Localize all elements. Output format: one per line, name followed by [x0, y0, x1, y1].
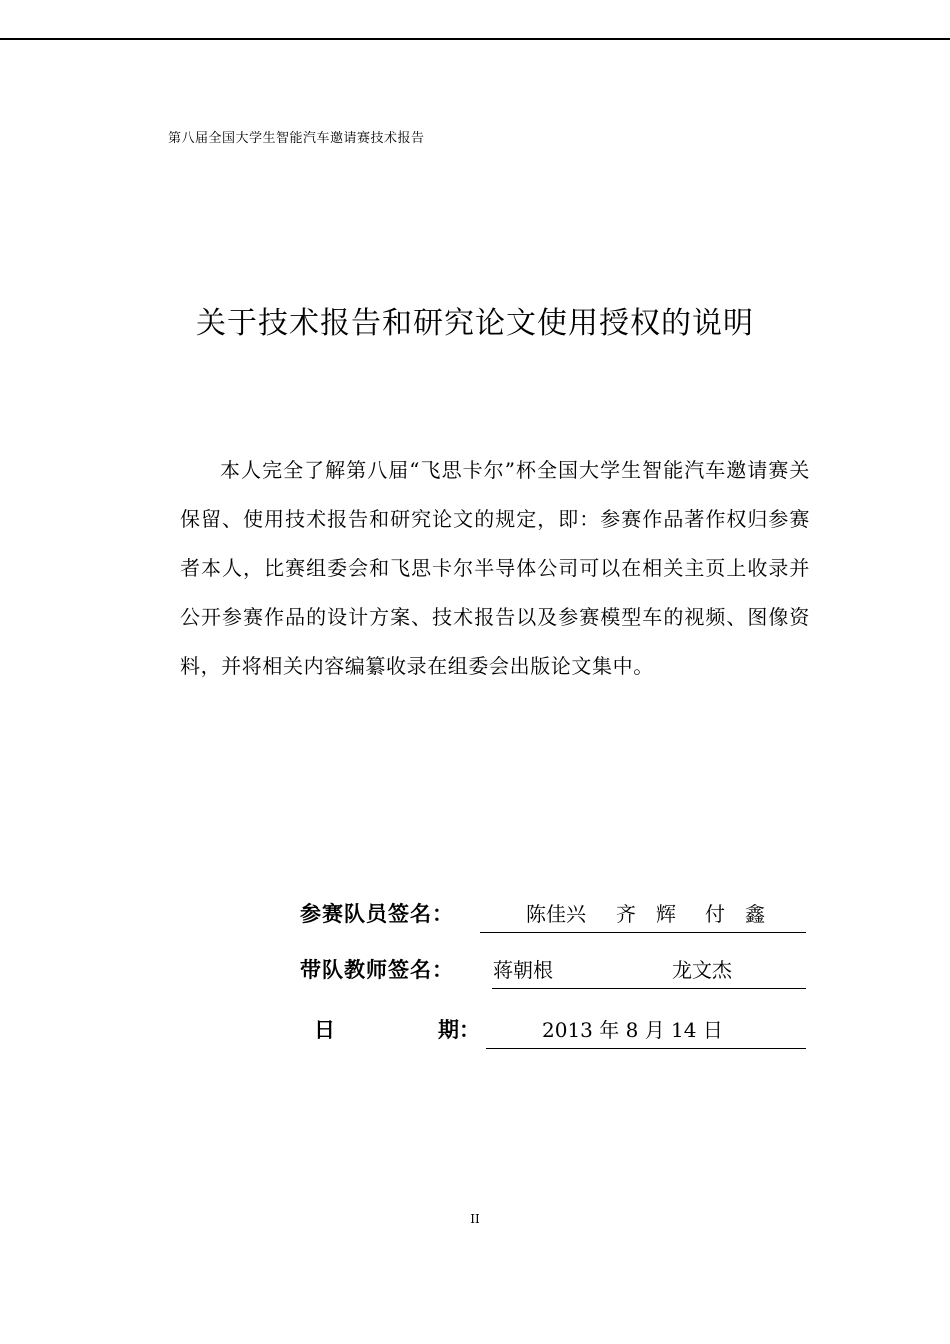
advisors-signature-label: 带队教师签名：	[300, 958, 454, 982]
member-name: 齐 辉	[616, 902, 676, 926]
date-value: 2013 年 8 月 14 日	[542, 1018, 723, 1042]
member-name: 陈佳兴	[526, 902, 586, 926]
running-header: 第八届全国大学生智能汽车邀请赛技术报告	[168, 131, 425, 146]
date-label: 日	[314, 1018, 335, 1042]
members-signature-line	[480, 896, 806, 933]
date-row	[300, 1012, 806, 1052]
advisor-name: 龙文杰	[672, 958, 732, 982]
members-signature-row	[300, 896, 806, 936]
date-line	[486, 1012, 806, 1049]
date-label: 期：	[438, 1018, 480, 1042]
advisors-signature-row	[300, 952, 806, 992]
member-name: 付 鑫	[705, 902, 765, 926]
header-rule	[0, 38, 950, 40]
document-title: 关于技术报告和研究论文使用授权的说明	[196, 306, 754, 341]
advisors-signature-line	[492, 952, 806, 989]
authorization-paragraph: 本人完全了解第八届“飞思卡尔”杯全国大学生智能汽车邀请赛关保留、使用技术报告和研究论文的规定，即：参赛作品著作权归参赛者本人，比赛组委会和飞思卡尔半导体公司可以在相关主页上收录并公开参赛作品的设计方案、技术报告以及参赛模型车的视频、图像资料，并将相关内容编纂收录在组委会出版论文集中。	[180, 458, 810, 678]
members-signature-label: 参赛队员签名：	[300, 902, 454, 926]
page-number: II	[470, 1212, 480, 1226]
advisor-name: 蒋朝根	[493, 958, 553, 982]
